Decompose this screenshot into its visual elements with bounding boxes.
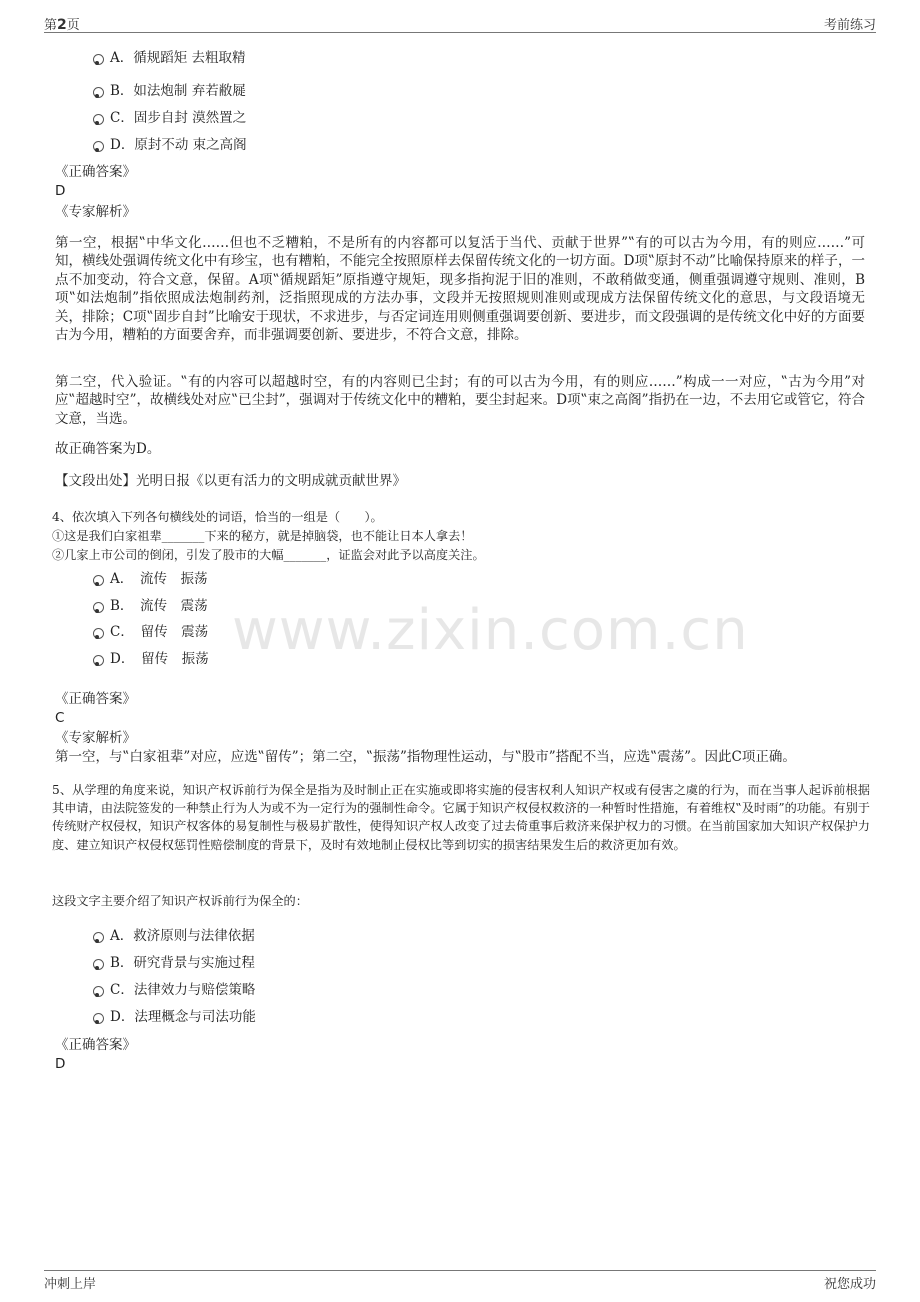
radio-icon[interactable]	[93, 54, 104, 65]
q3-option-a[interactable]: A．循规蹈矩 去粗取精	[93, 48, 246, 68]
q3-conclusion: 故正确答案为D。	[55, 441, 161, 457]
radio-icon[interactable]	[93, 87, 104, 98]
q4-answer-label: 《正确答案》	[55, 691, 136, 707]
footer-right: 祝您成功	[823, 1277, 876, 1292]
q3-option-b[interactable]: B．如法炮制 弃若敝屣	[93, 81, 246, 101]
radio-icon[interactable]	[93, 986, 104, 997]
q4-analysis-label: 《专家解析》	[55, 730, 136, 746]
footer-left: 冲刺上岸	[44, 1277, 97, 1292]
q3-option-d[interactable]: D．原封不动 束之高阁	[93, 135, 247, 155]
header-title: 考前练习	[823, 18, 876, 33]
radio-icon[interactable]	[93, 575, 104, 586]
radio-icon[interactable]	[93, 141, 104, 152]
q5-stem: 5、从学理的角度来说，知识产权诉前行为保全是指为及时制止正在实施或即将实施的侵害权利人知识产权或有侵害之虞的行为，而在当事人起诉前根据其申请，由法院签发的一种禁止行为人为或不为一定行为的强制性命令。它属于知识产权侵权救济的一种暂时性措施，有着维权‟及时雨”的功能。有别于传统财产权侵权，知识产权客体的易复制性与极易扩散性，使得知识产权人改变了过去倚重事后救济来保护权力的习惯。在当前国家加大知识产权保护力度、建立知识产权侵权惩罚性赔偿制度的背景下，及时有效地制止侵权比等到切实的损害结果发生后的救济更加有效。	[52, 783, 870, 852]
q4-option-b[interactable]: B． 流传 震荡	[93, 596, 208, 616]
radio-icon[interactable]	[93, 959, 104, 970]
q4-answer: C	[55, 710, 65, 726]
q3-analysis-paragraph-2: 第二空，代入验证。‟有的内容可以超越时空，有的内容则已尘封；有的可以古为今用，有的则应……”构成一一对应，‟古为今用”对应‟超越时空”，故横线处对应‟已尘封”，强调对于传统文化中的糟粕，要尘封起来。D项‟束之高阁”指扔在一边，不去用它或管它，符合文意，当选。	[55, 374, 865, 427]
q5-answer-label: 《正确答案》	[55, 1037, 136, 1053]
q4-option-d[interactable]: D． 留传 振荡	[93, 649, 209, 669]
q5-option-c[interactable]: C．法律效力与赔偿策略	[93, 980, 255, 1000]
q4-sentence-1: ①这是我们白家祖辈_______下来的秘方，就是掉脑袋，也不能让日本人拿去！	[52, 529, 473, 543]
radio-icon[interactable]	[93, 628, 104, 639]
page-footer	[44, 1270, 876, 1291]
q5-option-d[interactable]: D．法理概念与司法功能	[93, 1007, 256, 1027]
page-number-label: 第2页	[44, 17, 80, 33]
q4-stem: 4、依次填入下列各句横线处的词语，恰当的一组是（ ）。	[52, 510, 383, 524]
q4-analysis: 第一空，与‟白家祖辈”对应，应选‟留传”；第二空，‟振荡”指物理性运动，与‟股市”搭配不当，应选‟震荡”。因此C项正确。	[55, 749, 796, 765]
q4-sentence-2: ②几家上市公司的倒闭，引发了股市的大幅_______，证监会对此予以高度关注。	[52, 548, 485, 562]
q4-option-c[interactable]: C． 留传 震荡	[93, 622, 208, 642]
q3-option-c[interactable]: C．固步自封 漠然置之	[93, 108, 246, 128]
radio-icon[interactable]	[93, 114, 104, 125]
q3-answer: D	[55, 183, 66, 199]
q3-answer-label: 《正确答案》	[55, 164, 136, 180]
q5-option-a[interactable]: A．救济原则与法律依据	[93, 926, 255, 946]
q3-analysis-label: 《专家解析》	[55, 204, 136, 220]
q4-option-a[interactable]: A． 流传 振荡	[93, 569, 208, 589]
page-header	[44, 14, 876, 33]
q5-question: 这段文字主要介绍了知识产权诉前行为保全的：	[52, 894, 308, 908]
q3-source: 【文段出处】光明日报《以更有活力的文明成就贡献世界》	[55, 473, 406, 489]
radio-icon[interactable]	[93, 1013, 104, 1024]
radio-icon[interactable]	[93, 932, 104, 943]
radio-icon[interactable]	[93, 655, 104, 666]
watermark: www.zixin.com.cn	[232, 598, 749, 663]
radio-icon[interactable]	[93, 602, 104, 613]
q5-option-b[interactable]: B．研究背景与实施过程	[93, 953, 255, 973]
q5-answer: D	[55, 1056, 66, 1072]
q3-analysis-paragraph-1: 第一空，根据‟中华文化……但也不乏糟粕，不是所有的内容都可以复活于当代、贡献于世界”‟有的可以古为今用，有的则应……”可知，横线处强调传统文化中有珍宝，也有糟粕，不能完全按照原样去保留传统文化的一切方面。D项‟原封不动”比喻保持原来的样子，一点不加变动，符合文意，保留。A项‟循规蹈矩”原指遵守规矩，现多指拘泥于旧的准则，不敢稍做变通，侧重强调遵守规则、准则，B项‟如法炮制”指依照成法炮制药剂，泛指照现成的方法办事，文段并无按照规则准则或现成方法保留传统文化的意思，与文段语境无关，排除；C项‟固步自封”比喻安于现状，不求进步，与否定词连用则侧重强调要创新、要进步，而文段强调的是传统文化中好的方面要古为今用，糟粕的方面要舍弃，而非强调要创新、要进步，不符合文意，排除。	[55, 235, 865, 344]
